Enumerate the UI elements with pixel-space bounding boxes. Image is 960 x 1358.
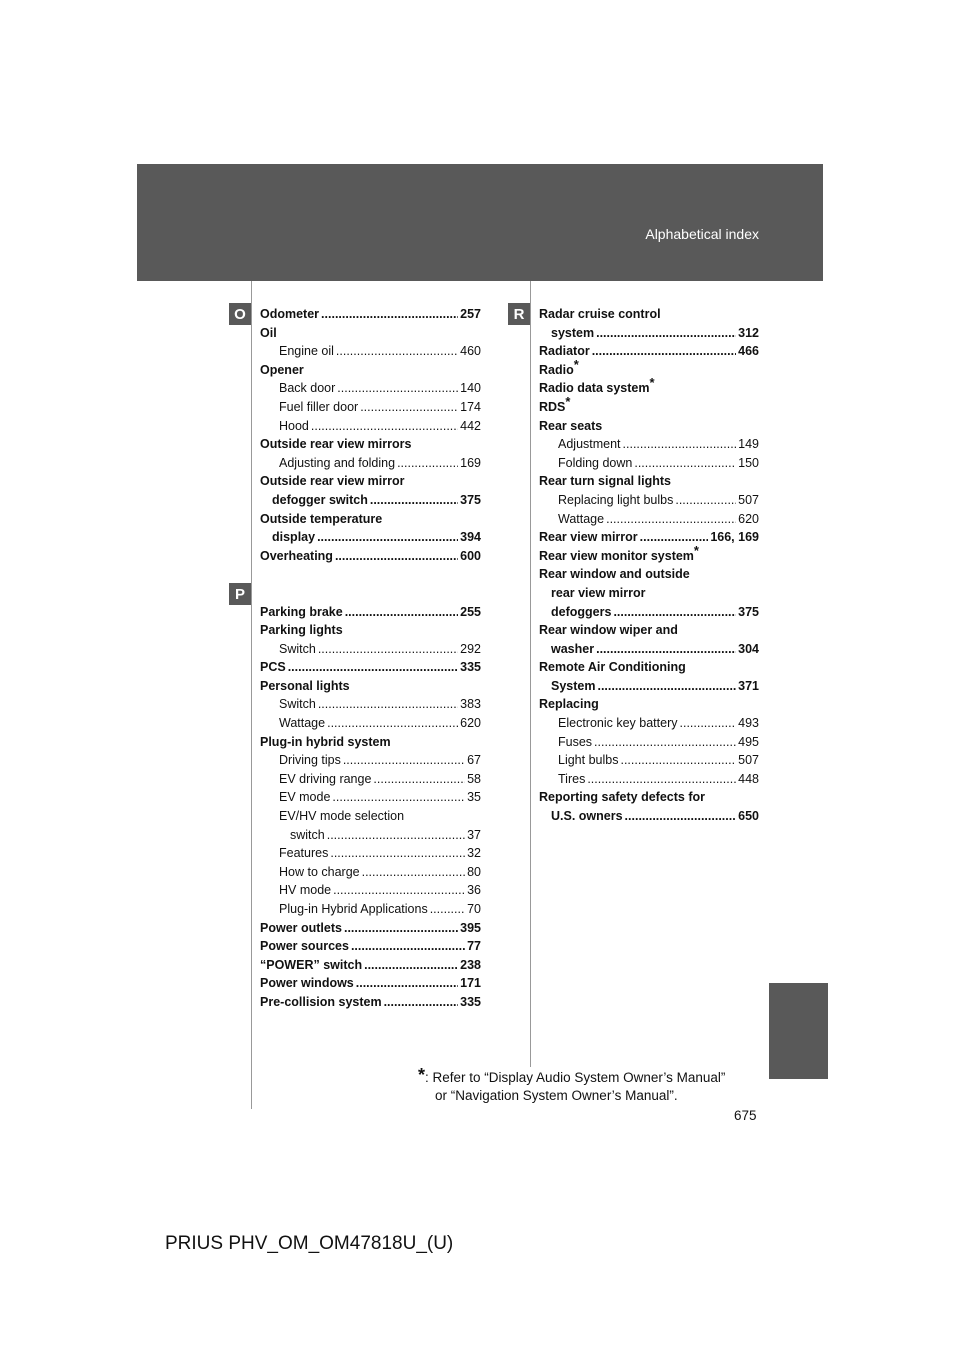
index-subentry[interactable]: Switch ..... 292 <box>260 640 481 659</box>
index-column-right <box>539 305 759 826</box>
index-entry: Oil <box>260 325 277 340</box>
index-subentry[interactable]: Folding down ..... 150 <box>539 454 759 473</box>
index-entry[interactable]: Rear view monitor system* <box>539 542 699 563</box>
document-code: PRIUS PHV_OM_OM47818U_(U) <box>165 1233 454 1254</box>
footnote <box>418 1065 726 1105</box>
index-entry-continued[interactable]: defogger switch ..... 375 <box>260 491 481 510</box>
footnote-mark: * <box>693 542 699 558</box>
index-entry: Outside temperature <box>260 511 383 526</box>
index-entry: Opener <box>260 362 304 377</box>
section-title: Alphabetical index <box>645 226 759 242</box>
footnote-line-1: : Refer to “Display Audio System Owner’s Manual” <box>425 1070 726 1085</box>
header-band <box>137 164 823 281</box>
index-subentry[interactable]: EV mode ..... 35 <box>260 788 481 807</box>
index-subentry[interactable]: Hood ..... 442 <box>260 417 481 436</box>
index-entry-continued[interactable]: display ..... 394 <box>260 528 481 547</box>
index-subentry[interactable]: Replacing light bulbs ..... 507 <box>539 491 759 510</box>
letter-p-tab: P <box>229 583 251 605</box>
index-entry: Outside rear view mirror <box>260 474 405 489</box>
index-subentry[interactable]: Tires ..... 448 <box>539 770 759 789</box>
footnote-star: * <box>418 1065 426 1085</box>
index-entry: Rear seats <box>539 418 603 433</box>
index-entry: Remote Air Conditioning <box>539 660 686 675</box>
index-entry-continued[interactable]: system ..... 312 <box>539 324 759 343</box>
index-entry: Radar cruise control <box>539 307 661 321</box>
index-entry[interactable]: Power outlets ..... 395 <box>260 919 481 938</box>
index-entry[interactable]: Pre-collision system ..... 335 <box>260 993 481 1012</box>
letter-r-tab: R <box>508 303 530 325</box>
letter-o-tab: O <box>229 303 251 325</box>
index-subentry-continued[interactable]: switch ..... 37 <box>260 826 481 845</box>
index-entry[interactable]: Rear view mirror ..... 166, 169 <box>539 528 759 547</box>
index-entry: Outside rear view mirrors <box>260 437 412 452</box>
index-entry[interactable]: RDS* <box>539 393 571 414</box>
index-subentry[interactable]: Engine oil ..... 460 <box>260 342 481 361</box>
index-subentry[interactable]: Plug-in Hybrid Applications ..... 70 <box>260 900 481 919</box>
section-side-tab <box>769 983 828 1079</box>
index-subentry[interactable]: HV mode ..... 36 <box>260 881 481 900</box>
index-entry-continued[interactable]: U.S. owners ..... 650 <box>539 807 759 826</box>
index-subentry: EV/HV mode selection <box>279 809 405 824</box>
index-entry-continued[interactable]: washer ..... 304 <box>539 640 759 659</box>
index-subentry[interactable]: Wattage ..... 620 <box>260 714 481 733</box>
center-divider <box>530 281 531 1067</box>
index-entry: Parking lights <box>260 623 343 638</box>
index-entry: Replacing <box>539 697 599 712</box>
index-entry-continued: rear view mirror <box>551 585 646 600</box>
index-entry[interactable]: “POWER” switch ..... 238 <box>260 956 481 975</box>
index-subentry[interactable]: Light bulbs ..... 507 <box>539 751 759 770</box>
index-entry-continued[interactable]: defoggers ..... 375 <box>539 603 759 622</box>
index-subentry[interactable]: Back door ..... 140 <box>260 379 481 398</box>
index-subentry[interactable]: How to charge ..... 80 <box>260 863 481 882</box>
index-subentry[interactable]: Wattage ..... 620 <box>539 510 759 529</box>
index-subentry[interactable]: Features ..... 32 <box>260 844 481 863</box>
index-entry[interactable]: PCS ..... 335 <box>260 658 481 677</box>
index-entry[interactable]: Odometer ..... 257 <box>260 305 481 324</box>
footnote-mark: * <box>649 375 655 391</box>
index-subentry[interactable]: Electronic key battery ..... 493 <box>539 714 759 733</box>
index-entry: Rear turn signal lights <box>539 474 671 489</box>
index-entry: Rear window and outside <box>539 567 690 582</box>
index-entry[interactable]: Radio* <box>539 356 579 377</box>
index-entry: Reporting safety defects for <box>539 790 706 805</box>
index-entry[interactable]: Overheating ..... 600 <box>260 547 481 566</box>
index-entry[interactable]: Power sources ..... 77 <box>260 937 481 956</box>
footnote-mark: * <box>573 356 579 372</box>
index-subentry[interactable]: Adjusting and folding ..... 169 <box>260 454 481 473</box>
index-entry[interactable]: Power windows ..... 171 <box>260 974 481 993</box>
index-entry: Rear window wiper and <box>539 623 678 638</box>
index-subentry[interactable]: Driving tips ..... 67 <box>260 751 481 770</box>
index-subentry[interactable]: Fuel filler door ..... 174 <box>260 398 481 417</box>
index-entry-continued[interactable]: System ..... 371 <box>539 677 759 696</box>
index-entry: Plug-in hybrid system <box>260 734 391 749</box>
index-entry[interactable]: Radio data system* <box>539 375 655 396</box>
footnote-mark: * <box>565 393 571 409</box>
index-entry[interactable]: Radiator ..... 466 <box>539 342 759 361</box>
index-subentry[interactable]: Fuses ..... 495 <box>539 733 759 752</box>
footnote-line-2: or “Navigation System Owner’s Manual”. <box>435 1088 678 1103</box>
index-column-left <box>260 305 481 1012</box>
index-subentry[interactable]: EV driving range ..... 58 <box>260 770 481 789</box>
left-divider <box>251 281 252 1109</box>
index-entry[interactable]: Parking brake ..... 255 <box>260 603 481 622</box>
index-subentry[interactable]: Switch ..... 383 <box>260 695 481 714</box>
page-number: 675 <box>734 1108 757 1123</box>
index-subentry[interactable]: Adjustment ..... 149 <box>539 435 759 454</box>
index-entry: Personal lights <box>260 678 350 693</box>
